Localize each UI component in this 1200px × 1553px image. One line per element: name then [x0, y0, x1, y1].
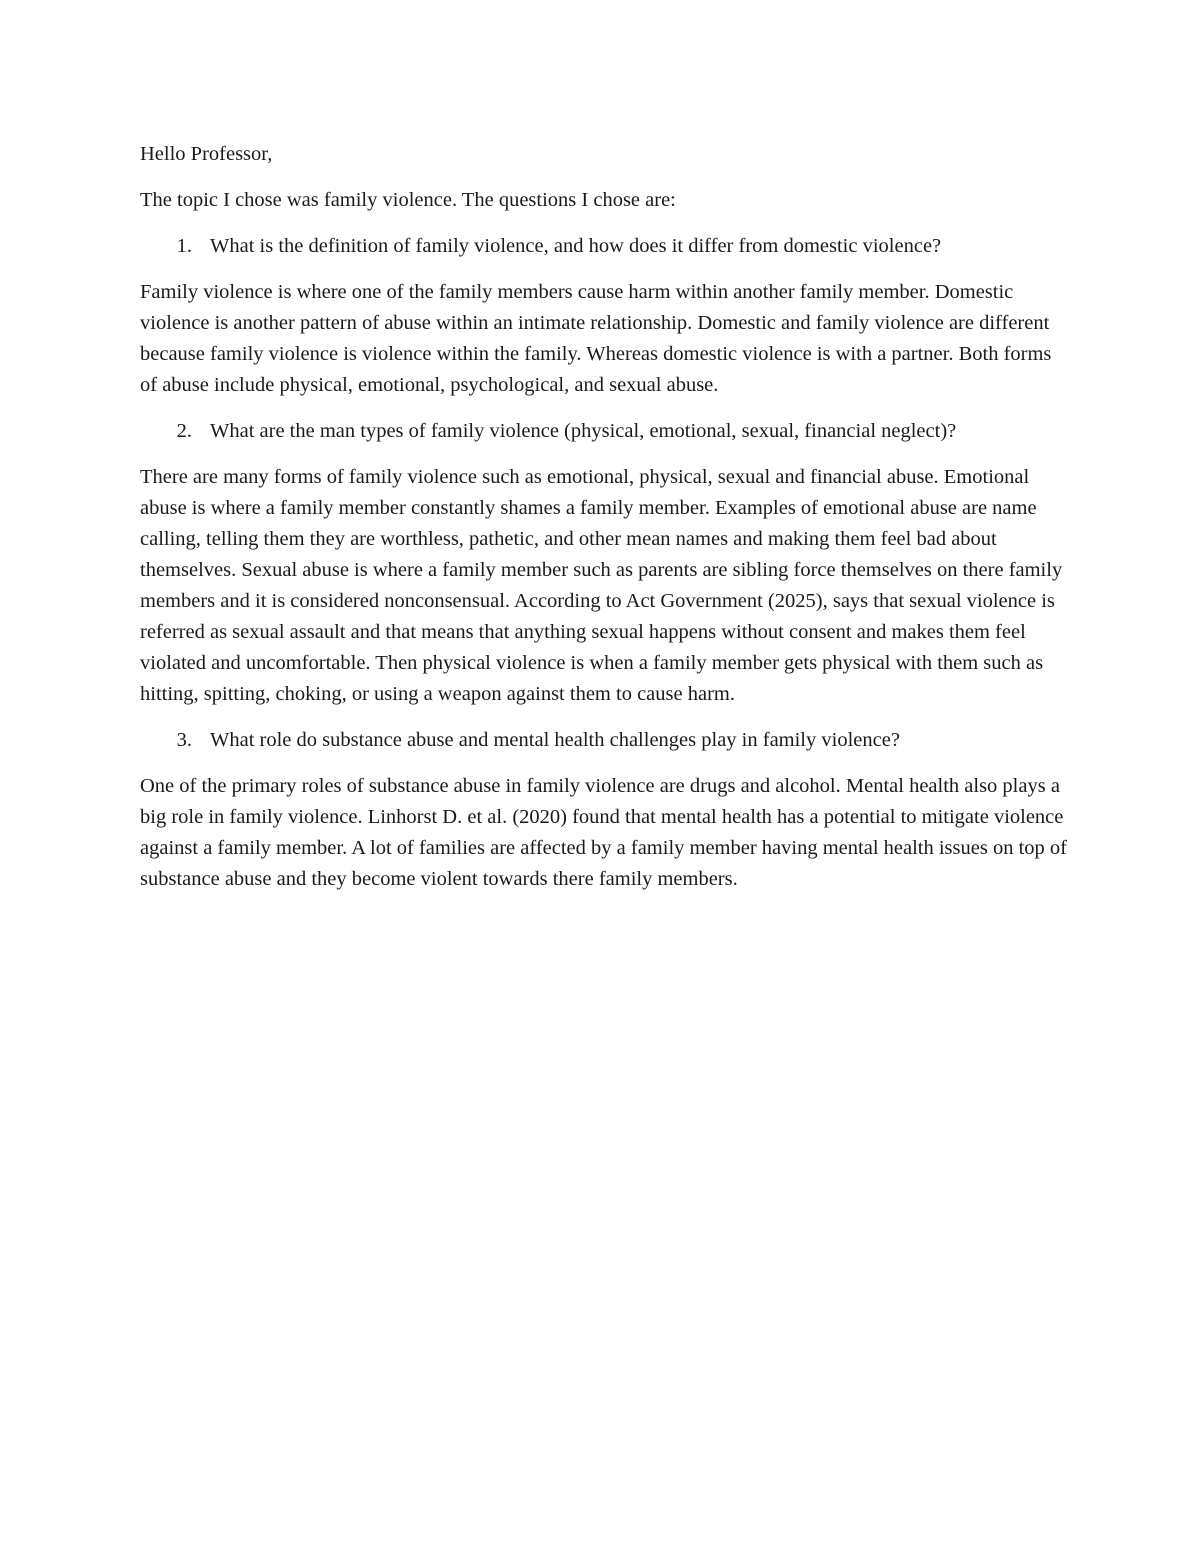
document-body	[140, 139, 1070, 910]
question-text: What is the definition of family violence, and how does it differ from domestic violence?	[210, 235, 942, 257]
question-3	[140, 725, 1070, 756]
greeting: Hello Professor,	[140, 143, 273, 165]
answer-3: One of the primary roles of substance abuse in family violence are drugs and alcohol. Mental health also plays a big role in family violence. Linhorst D. et al. (2020) found that mental health has a potential to mitigate violence against a family member. A lot of families are affected by a family member having mental health issues on top of substance abuse and they become violent towards there family members.	[140, 775, 1067, 890]
question-2	[140, 416, 1070, 447]
question-1	[140, 231, 1070, 262]
question-text: What are the man types of family violence (physical, emotional, sexual, financial neglect)?	[210, 420, 957, 442]
question-number: 3.	[176, 729, 192, 751]
intro-paragraph: The topic I chose was family violence. The questions I chose are:	[140, 189, 676, 211]
answer-2: There are many forms of family violence such as emotional, physical, sexual and financial abuse. Emotional abuse is where a family member constantly shames a family member. Examples of emotional abuse are name calling, telling them they are worthless, pathetic, and other mean names and making them feel bad about themselves. Sexual abuse is where a family member such as parents are sibling force themselves on there family members and it is considered nonconsensual. According to Act Government (2025), says that sexual violence is referred as sexual assault and that means that anything sexual happens without consent and makes them feel violated and uncomfortable. Then physical violence is when a family member gets physical with them such as hitting, spitting, choking, or using a weapon against them to cause harm.	[140, 466, 1063, 705]
question-text: What role do substance abuse and mental health challenges play in family violence?	[210, 729, 900, 751]
answer-1: Family violence is where one of the family members cause harm within another family member. Domestic violence is another pattern of abuse within an intimate relationship. Domestic and family violence are different because family violence is violence within the family. Whereas domestic violence is with a partner. Both forms of abuse include physical, emotional, psychological, and sexual abuse.	[140, 281, 1052, 396]
question-number: 1.	[176, 235, 192, 257]
question-number: 2.	[176, 420, 192, 442]
